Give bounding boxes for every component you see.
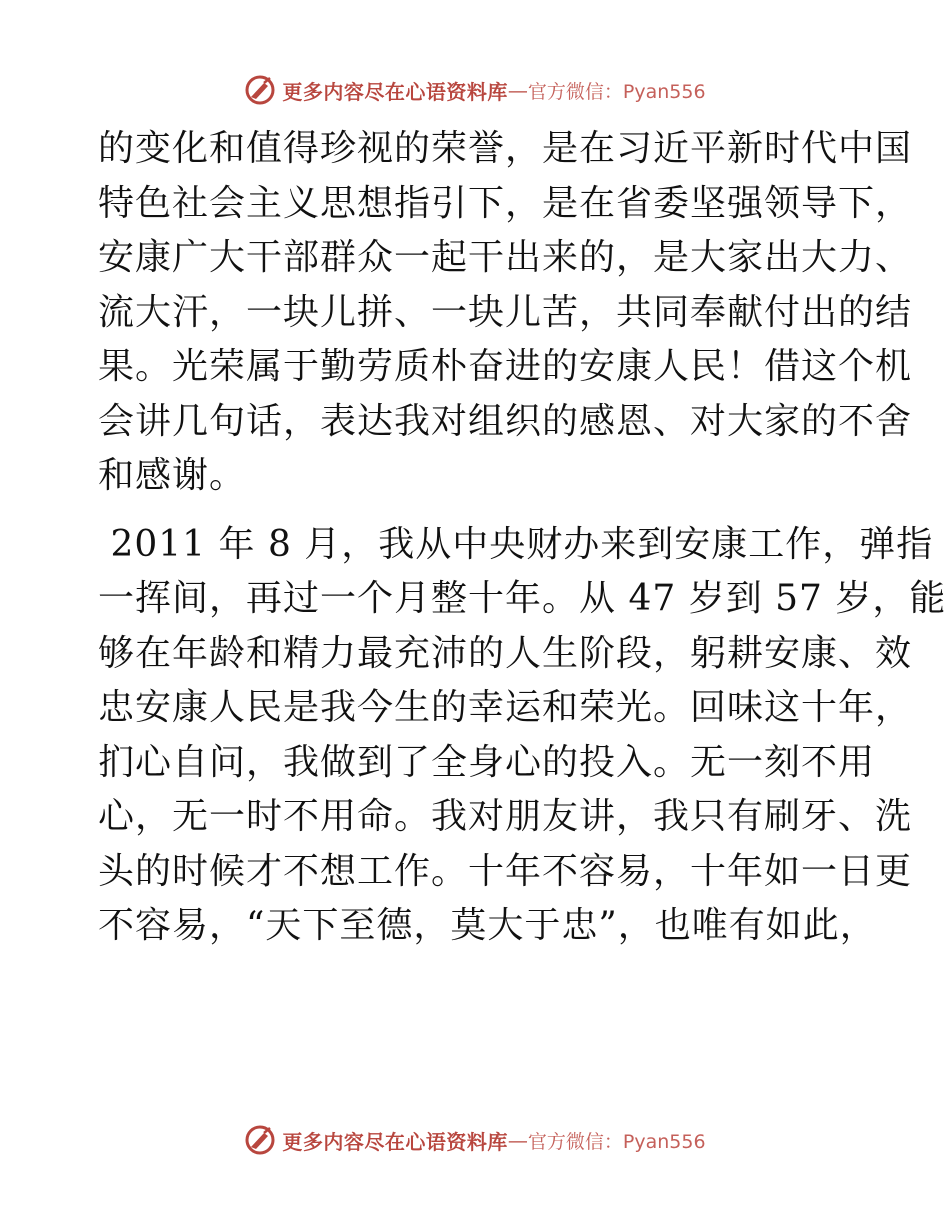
text-line: 一挥间，再过一个月整十年。从 47 岁到 57 岁，能 bbox=[98, 578, 947, 619]
banner-title: 更多内容尽在心语资料库 bbox=[282, 1129, 508, 1154]
text-line: 特色社会主义思想指引下，是在省委坚强领导下， bbox=[98, 182, 913, 224]
text-line: 头的时候才不想工作。十年不容易，十年如一日更 bbox=[98, 850, 913, 892]
banner-separator: — bbox=[507, 78, 528, 102]
text-line: 忠安康人民是我今生的幸运和荣光。回味这十年， bbox=[98, 687, 913, 728]
banner-wechat: 官方微信：Pyan556 bbox=[527, 80, 706, 103]
text-line: 够在年龄和精力最充沛的人生阶段，躬耕安康、效 bbox=[98, 632, 913, 674]
text-line: 会讲几句话，表达我对组织的感恩、对大家的不舍 bbox=[98, 400, 913, 442]
text-line: 和感谢。 bbox=[98, 455, 247, 496]
text-line: 果。光荣属于勤劳质朴奋进的安康人民！借这个机 bbox=[98, 346, 913, 387]
text-line: 安康广大干部群众一起干出来的，是大家出大力、 bbox=[98, 237, 913, 278]
text-line: 流大汗，一块儿拼、一块儿苦，共同奉献付出的结 bbox=[98, 291, 913, 333]
text-line: 不容易，“天下至德，莫大于忠”，也唯有如此， bbox=[98, 905, 877, 946]
banner-separator: — bbox=[507, 1128, 528, 1152]
banner-wechat: 官方微信：Pyan556 bbox=[527, 1130, 706, 1153]
text-line: 的变化和值得珍视的荣誉，是在习近平新时代中国 bbox=[98, 128, 913, 169]
paragraph-1 bbox=[98, 122, 913, 504]
footer-banner bbox=[0, 1120, 950, 1160]
text-line: 扪心自问，我做到了全身心的投入。无一刻不用 bbox=[98, 741, 876, 783]
header-banner bbox=[0, 70, 950, 110]
brand-logo-icon bbox=[244, 1124, 276, 1156]
document-body bbox=[98, 122, 947, 954]
banner-title: 更多内容尽在心语资料库 bbox=[282, 79, 508, 104]
paragraph-2 bbox=[98, 518, 947, 954]
text-line: 心，无一时不用命。我对朋友讲，我只有刷牙、洗 bbox=[98, 796, 913, 837]
text-line: 2011 年 8 月，我从中央财办来到安康工作，弹指 bbox=[98, 523, 934, 565]
brand-logo-icon bbox=[244, 74, 276, 106]
